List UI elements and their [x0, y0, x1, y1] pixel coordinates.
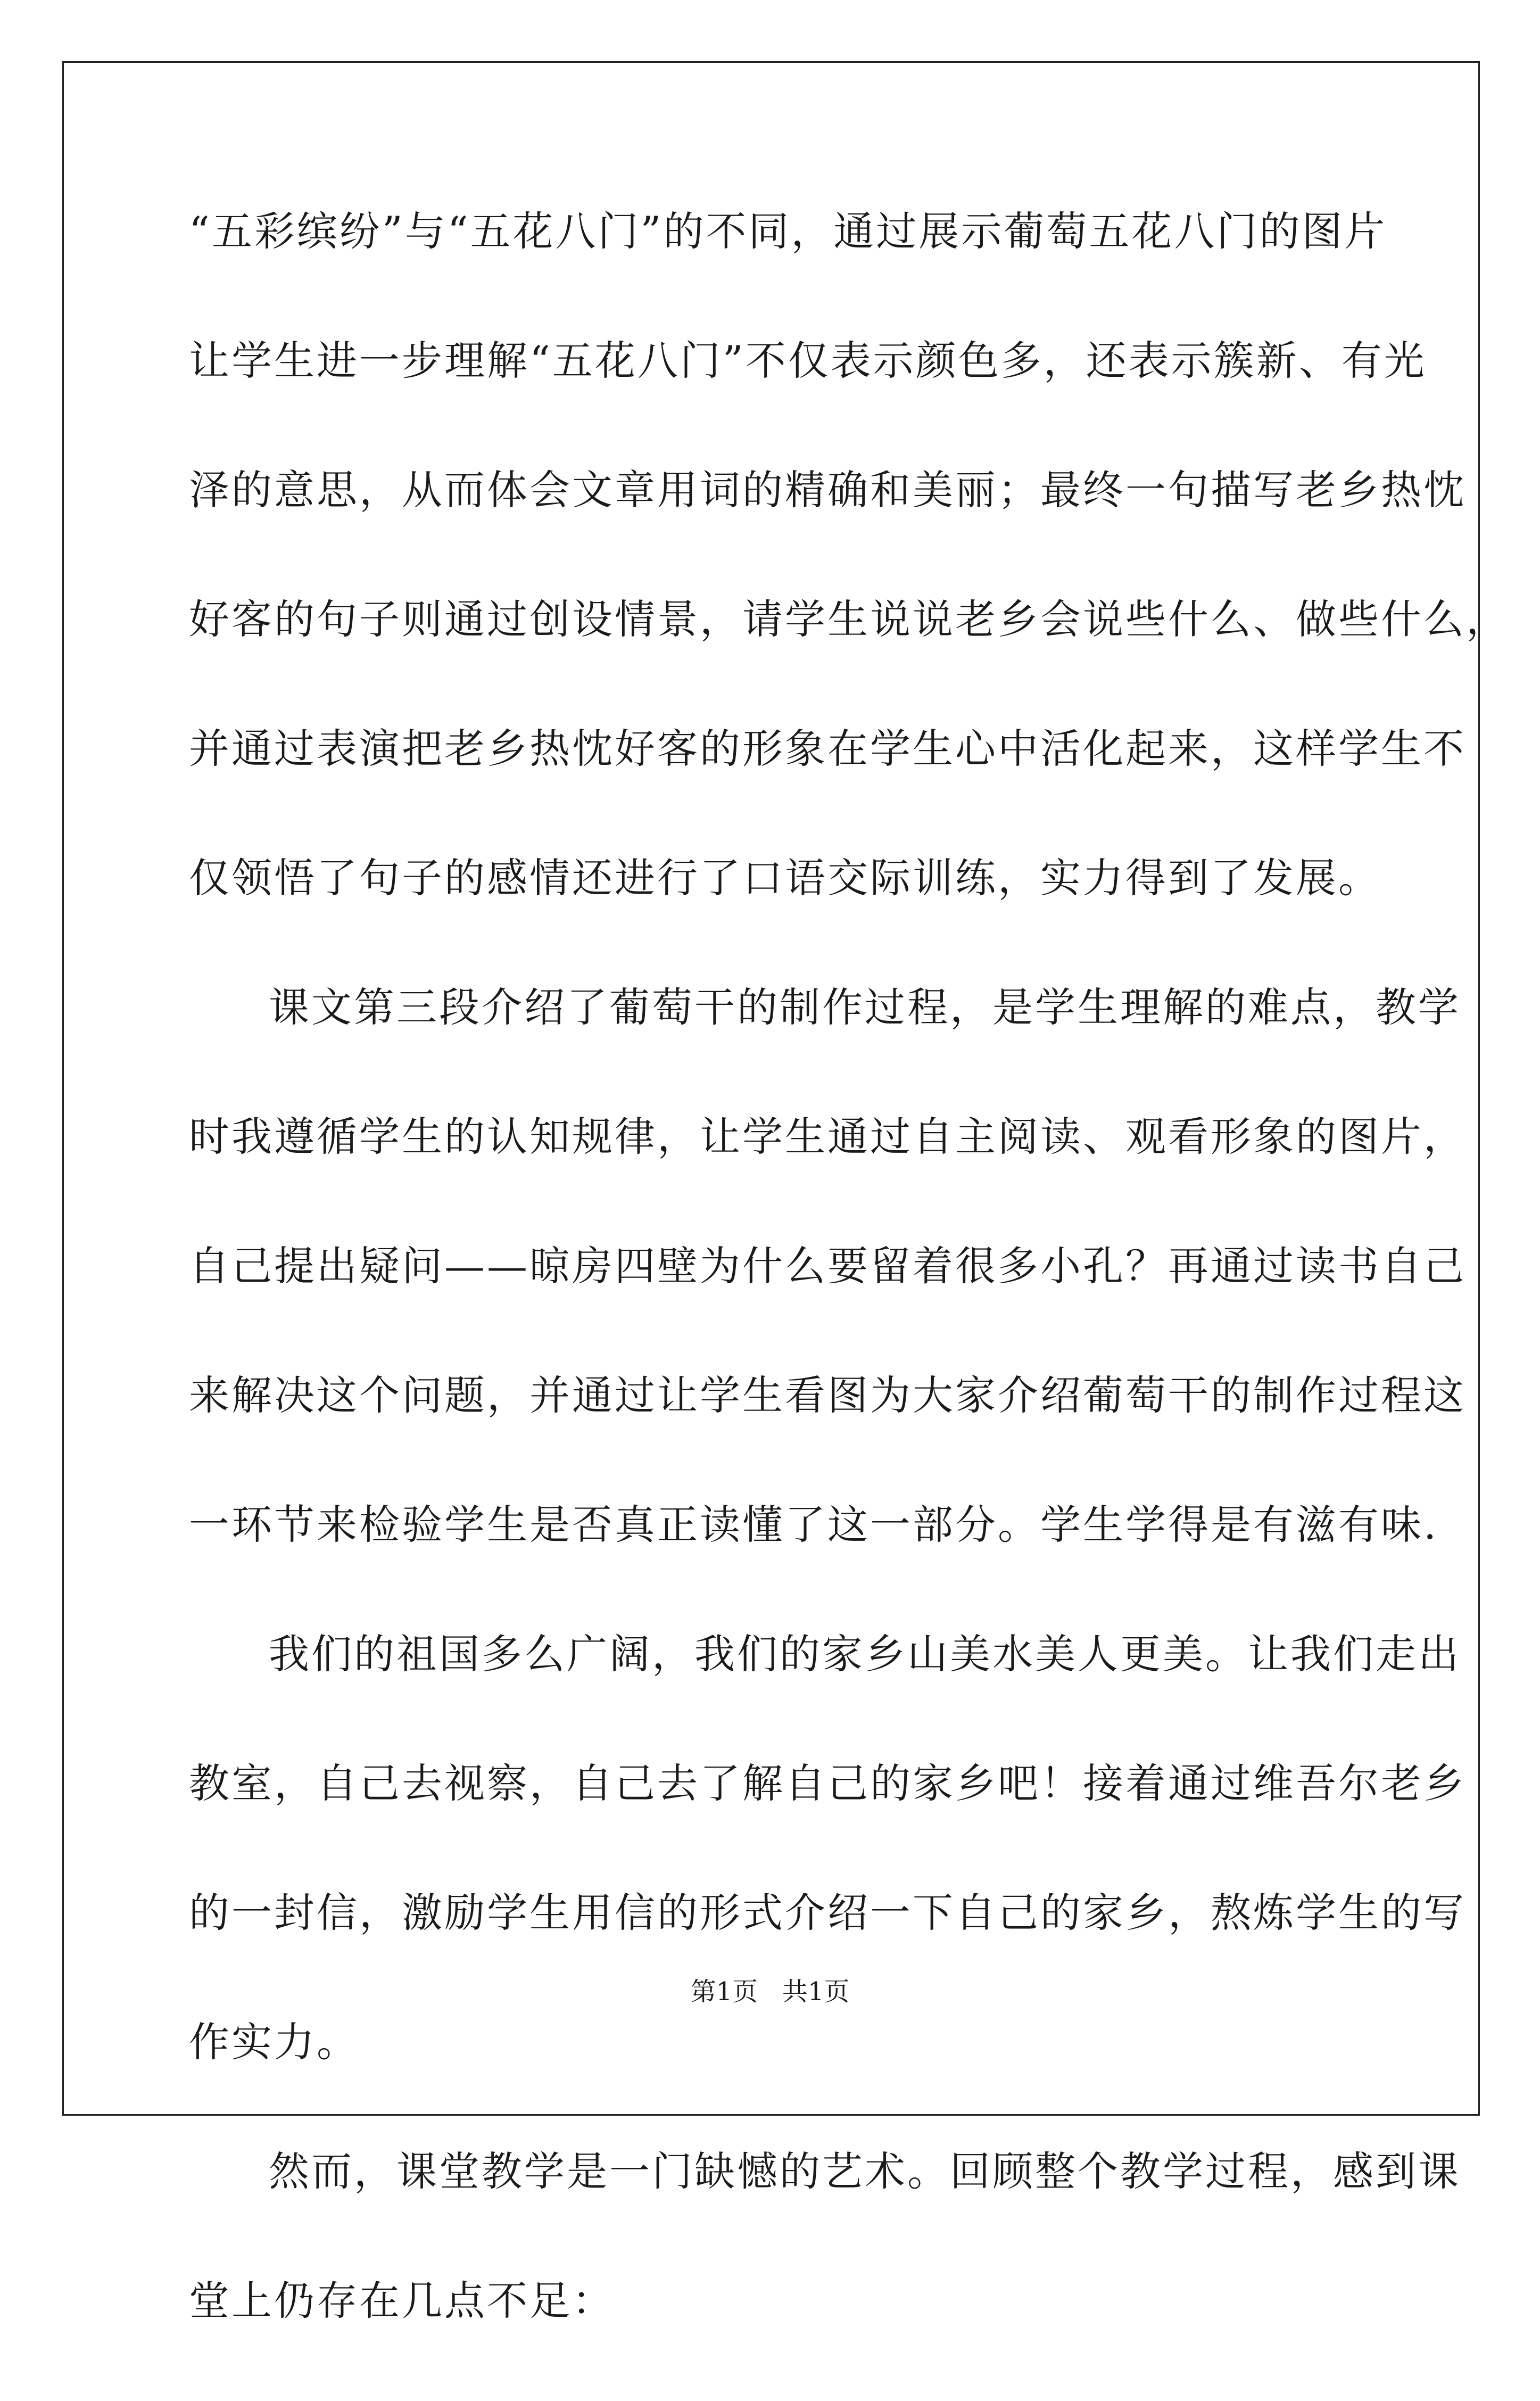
text-line: 泽的意思，从而体会文章用词的精确和美丽；最终一句描写老乡热忱 — [189, 466, 1466, 514]
text-line: 的一封信，激励学生用信的形式介绍一下自己的家乡，熬炼学生的写 — [189, 1889, 1466, 1936]
paragraph-first-line: 我们的祖国多么广阔，我们的家乡山美水美人更美。让我们走出 — [269, 1630, 1461, 1678]
text-line: 堂上仍存在几点不足： — [189, 2277, 615, 2324]
paragraph-first-line: 课文第三段介绍了葡萄干的制作过程，是学生理解的难点，教学 — [269, 984, 1461, 1031]
page-number-footer: 第1页 共1页 — [690, 1977, 850, 2007]
text-line: 并通过表演把老乡热忱好客的形象在学生心中活化起来，这样学生不 — [189, 725, 1466, 772]
text-line: 仅领悟了句子的感情还进行了口语交际训练，实力得到了发展。 — [189, 854, 1381, 902]
text-line: 时我遵循学生的认知规律，让学生通过自主阅读、观看形象的图片， — [189, 1113, 1466, 1160]
text-line: 好客的句子则通过创设情景，请学生说说老乡会说些什么、做些什么， — [189, 596, 1509, 643]
text-line: “五彩缤纷”与“五花八门”的不同，通过展示葡萄五花八门的图片 — [189, 208, 1387, 255]
text-line: 教室，自己去视察，自己去了解自己的家乡吧！接着通过维吾尔老乡 — [189, 1760, 1466, 1807]
text-line: 自己提出疑问——晾房四壁为什么要留着很多小孔？再通过读书自己 — [189, 1242, 1466, 1290]
text-line: 一环节来检验学生是否真正读懂了这一部分。学生学得是有滋有味. — [189, 1501, 1439, 1548]
document-body — [189, 202, 1509, 2401]
text-line: 让学生进一步理解“五花八门”不仅表示颜色多，还表示簇新、有光 — [189, 337, 1427, 384]
text-line: 来解决这个问题，并通过让学生看图为大家介绍葡萄干的制作过程这 — [189, 1372, 1466, 1419]
text-line: 作实力。 — [189, 2018, 359, 2066]
paragraph-first-line: 然而，课堂教学是一门缺憾的艺术。回顾整个教学过程，感到课 — [269, 2148, 1461, 2195]
